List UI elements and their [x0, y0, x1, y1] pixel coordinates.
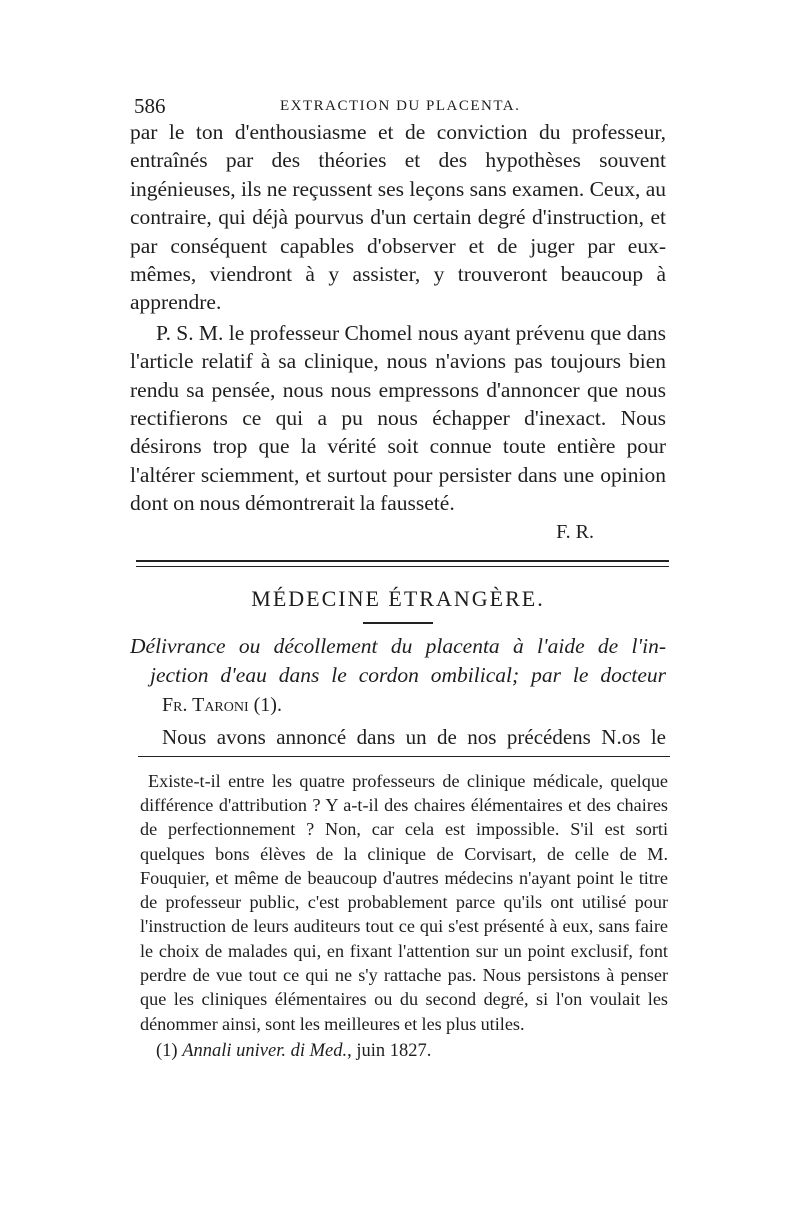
footnote-separator [138, 756, 670, 757]
article-author: Fr. Taroni (1). [162, 693, 282, 716]
footnote-text: Existe-t-il entre les quatre professeurs de clinique médicale, quelque différence d'attribution ? Y a-t-il des chaires élémentaires et des chaires de perfectionnement ? Non, car cela est impossible. S'il est sorti quelques bons élèves de la clinique de Corvisart, de celle de M. Fouquier, et même de beaucoup d'autres médecins n'ayant point le titre de professeur public, c'est probablement parce qu'ils ont utilisé pour l'instruction de leurs auditeurs tout ce qui s'est présenté à eux, sans faire le choix de malades qui, en fixant l'attention sur un point exclusif, font perdre de vue tout ce qui ne s'y rattache pas. Nous persistons à penser que les cliniques élémentaires ou du second degré, si l'on voulait les dénommer ainsi, sont les meilleures et les plus utiles. [140, 770, 668, 1034]
article-title [130, 632, 666, 690]
article-title-line-1: Délivrance ou décollement du placenta à l'aide de l'in- [130, 633, 666, 658]
book-page [130, 88, 666, 1064]
section-divider [136, 560, 669, 567]
article-intro: Nous avons annoncé dans un de nos précédens N.os le [162, 724, 666, 749]
article-title-line-2: jection d'eau dans le cordon ombilical; par le docteur [150, 662, 666, 687]
section-heading: MÉDECINE ÉTRANGÈRE. [251, 585, 545, 611]
heading-rule [363, 622, 433, 624]
main-text [130, 118, 666, 546]
postscript-paragraph: P. S. M. le professeur Chomel nous ayant prévenu que dans l'article relatif à sa clinique, nous n'avions pas toujours bien rendu sa pensée, nous nous empressons d'annoncer que nous rectifierons ce qui a pu nous échapper d'inexact. Nous désirons trop que la vérité soit connue toute entière pour l'altérer sciemment, et surtout pour persister dans une opinion dont on nous démontrerait la fausseté. [130, 320, 666, 516]
signature: F. R. [556, 520, 594, 543]
footnote-reference [140, 1038, 668, 1064]
footnote [130, 769, 668, 1064]
footnote-date: , juin 1827. [347, 1040, 432, 1061]
running-title: EXTRACTION DU PLACENTA. [280, 98, 521, 114]
running-head [130, 88, 666, 118]
page-number: 586 [134, 94, 166, 118]
footnote-source: Annali univer. di Med. [182, 1040, 348, 1061]
paragraph-continuation: par le ton d'enthousiasme et de conviction du professeur, entraînés par des théories et des hypothèses souvent ingénieuses, ils ne reçussent ses leçons sans examen. Ceux, au contraire, qui déjà pourvus d'un certain degré d'instruction, et par conséquent capables d'observer et de juger par eux-mêmes, viendront à y assister, y trouveront beaucoup à apprendre. [130, 120, 666, 315]
footnote-number: (1) [156, 1040, 178, 1061]
